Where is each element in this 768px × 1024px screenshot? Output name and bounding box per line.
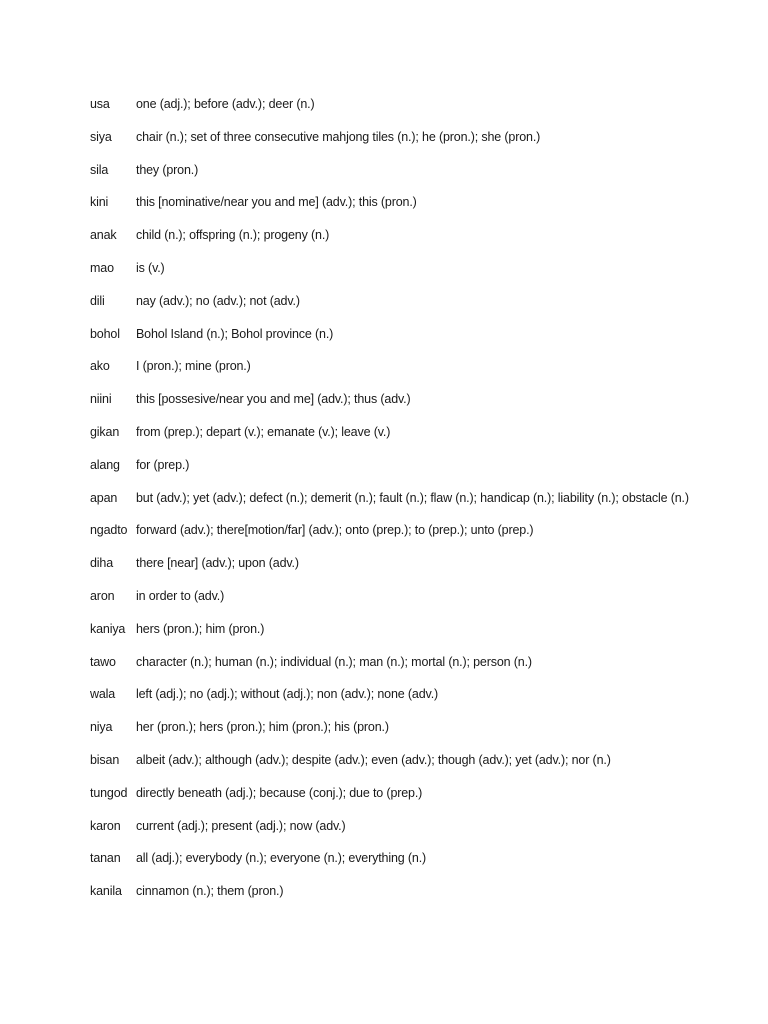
entry-karon: [90, 816, 690, 836]
entry-alang: [90, 455, 690, 475]
entry-dili: [90, 291, 690, 311]
entry-definition: character (n.); human (n.); individual (n.); man (n.); mortal (n.); person (n.): [136, 654, 532, 669]
entry-definition: all (adj.); everybody (n.); everyone (n.); everything (n.): [136, 851, 427, 866]
entry-ngadto: [90, 520, 690, 540]
entry-word: anak: [90, 228, 117, 243]
entry-word: usa: [90, 97, 110, 111]
entry-word: dili: [90, 293, 105, 308]
entry-definition: there [near] (adv.); upon (adv.): [136, 556, 299, 571]
entry-word: tanan: [90, 851, 121, 866]
entry-word: aron: [90, 588, 115, 603]
entry-word: kini: [90, 195, 109, 210]
entry-niini: [90, 389, 690, 409]
entry-word: sila: [90, 162, 109, 177]
entry-bisan: [90, 750, 690, 770]
entry-definition: they (pron.): [136, 162, 199, 177]
entry-definition: this [nominative/near you and me] (adv.); this (pron.): [136, 195, 417, 210]
entry-word: ngadto: [90, 523, 128, 538]
entry-definition: her (pron.); hers (pron.); him (pron.); his (pron.): [136, 720, 389, 735]
entry-apan: [90, 488, 690, 508]
entry-wala: [90, 684, 690, 704]
entry-definition: albeit (adv.); although (adv.); despite (adv.); even (adv.); though (adv.); yet (adv.); nor (n.): [136, 752, 611, 767]
entry-definition: hers (pron.); him (pron.): [136, 621, 265, 636]
entry-sila: [90, 160, 690, 180]
entry-definition: chair (n.); set of three consecutive mahjong tiles (n.); he (pron.); she (pron.): [136, 129, 541, 144]
entry-word: ako: [90, 359, 110, 374]
entry-definition: directly beneath (adj.); because (conj.); due to (prep.): [136, 785, 423, 800]
entry-aron: [90, 586, 690, 606]
entry-word: mao: [90, 260, 114, 275]
entry-definition: this [possesive/near you and me] (adv.); thus (adv.): [136, 392, 411, 407]
entry-word: kanila: [90, 884, 122, 899]
entry-definition: Bohol Island (n.); Bohol province (n.): [136, 326, 334, 341]
entry-word: tawo: [90, 654, 116, 669]
entry-definition: in order to (adv.): [136, 588, 225, 603]
entry-diha: [90, 553, 690, 573]
entry-siya: [90, 127, 690, 147]
entry-ako: [90, 356, 690, 376]
entry-word: karon: [90, 818, 121, 833]
entry-mao: [90, 258, 690, 278]
entry-definition: child (n.); offspring (n.); progeny (n.): [136, 228, 330, 243]
entry-tawo: [90, 652, 690, 672]
entry-definition: for (prep.): [136, 457, 190, 472]
entry-word: siya: [90, 129, 112, 144]
entry-kini: [90, 192, 690, 212]
entry-definition: cinnamon (n.); them (pron.): [136, 884, 284, 899]
entry-definition: left (adj.); no (adj.); without (adj.); non (adv.); none (adv.): [136, 687, 439, 702]
entry-definition: current (adj.); present (adj.); now (adv.): [136, 818, 346, 833]
entry-gikan: [90, 422, 690, 442]
entry-word: gikan: [90, 424, 120, 439]
entry-usa: [90, 94, 690, 114]
entry-word: niya: [90, 720, 113, 735]
word-list: [90, 94, 690, 914]
entry-word: bisan: [90, 752, 120, 767]
entry-definition: forward (adv.); there[motion/far] (adv.); onto (prep.); to (prep.); unto (prep.): [136, 523, 534, 538]
entry-tanan: [90, 848, 690, 868]
entry-kanila: [90, 881, 690, 901]
entry-word: wala: [90, 687, 116, 702]
entry-definition: from (prep.); depart (v.); emanate (v.); leave (v.): [136, 424, 391, 439]
entry-definition: but (adv.); yet (adv.); defect (n.); demerit (n.); fault (n.); flaw (n.); handicap (n.); liability (n.); obstacle (n.): [136, 490, 689, 505]
entry-kaniya: [90, 619, 690, 639]
entry-niya: [90, 717, 690, 737]
entry-word: niini: [90, 392, 112, 407]
entry-bohol: [90, 324, 690, 344]
entry-definition: I (pron.); mine (pron.): [136, 359, 251, 374]
entry-word: alang: [90, 457, 120, 472]
entry-word: diha: [90, 556, 114, 571]
entry-definition: nay (adv.); no (adv.); not (adv.): [136, 293, 300, 308]
entry-word: apan: [90, 490, 118, 505]
entry-definition: is (v.): [136, 260, 165, 275]
entry-definition: one (adj.); before (adv.); deer (n.): [136, 97, 315, 111]
entry-tungod: [90, 783, 690, 803]
entry-anak: [90, 225, 690, 245]
entry-word: kaniya: [90, 621, 126, 636]
entry-word: bohol: [90, 326, 120, 341]
entry-word: tungod: [90, 785, 128, 800]
